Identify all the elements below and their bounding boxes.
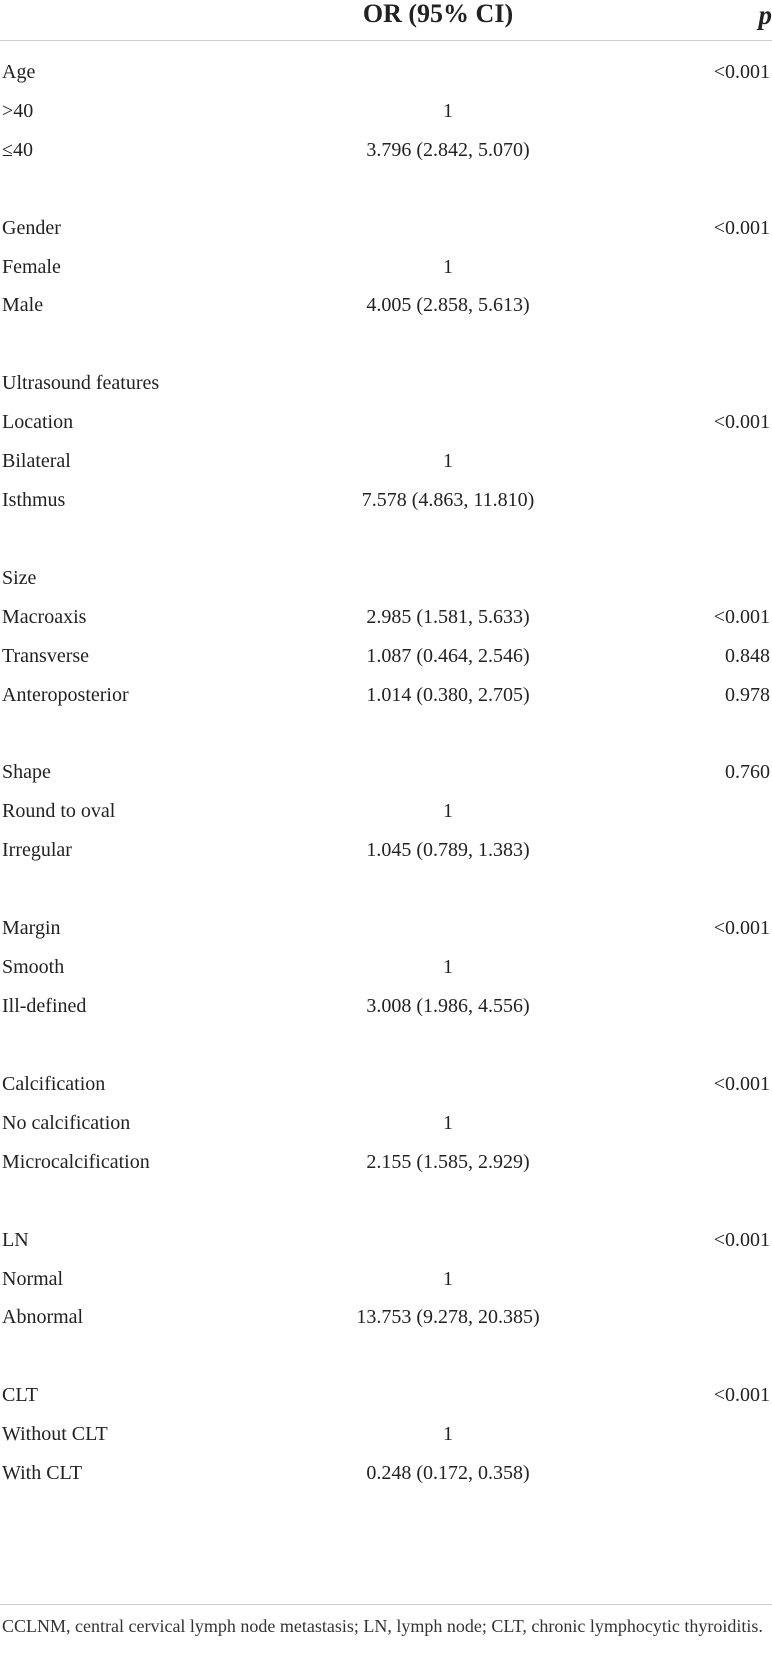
row-label: Normal xyxy=(2,1268,64,1290)
row-label: Male xyxy=(2,294,44,316)
table-row xyxy=(0,1150,772,1174)
row-or: 2.155 (1.585, 2.929) xyxy=(366,1151,530,1173)
row-label: With CLT xyxy=(2,1462,83,1484)
row-p: 0.978 xyxy=(725,684,770,706)
row-or: 4.005 (2.858, 5.613) xyxy=(366,294,530,316)
table-row xyxy=(0,760,772,784)
row-p: <0.001 xyxy=(713,1384,770,1406)
row-label: ≤40 xyxy=(2,139,33,161)
table-row xyxy=(0,99,772,123)
table-footnote: CCLNM, central cervical lymph node metastasis; LN, lymph node; CLT, chronic lymphocytic thyroiditis. xyxy=(2,1616,763,1636)
header-p-value: p xyxy=(758,0,772,30)
row-or: 1 xyxy=(443,800,453,822)
table-row xyxy=(0,1383,772,1407)
row-label: Irregular xyxy=(2,839,72,861)
table-row xyxy=(0,1267,772,1291)
table-row xyxy=(0,566,772,590)
row-or: 3.008 (1.986, 4.556) xyxy=(366,995,530,1017)
table-row xyxy=(0,1111,772,1135)
row-or: 1 xyxy=(443,450,453,472)
row-or: 2.985 (1.581, 5.633) xyxy=(366,606,530,628)
row-or: 1 xyxy=(443,1268,453,1290)
table-row xyxy=(0,799,772,823)
row-label: Bilateral xyxy=(2,450,71,472)
table-bottom-rule xyxy=(0,1604,772,1605)
row-p: 0.848 xyxy=(725,645,770,667)
row-p: <0.001 xyxy=(713,917,770,939)
row-or: 13.753 (9.278, 20.385) xyxy=(356,1306,540,1328)
table-row xyxy=(0,293,772,317)
table-row xyxy=(0,1461,772,1485)
row-label: Shape xyxy=(2,761,51,783)
table-header xyxy=(0,0,772,41)
table-row xyxy=(0,838,772,862)
row-label: Calcification xyxy=(2,1073,106,1095)
row-p: <0.001 xyxy=(713,217,770,239)
row-or: 7.578 (4.863, 11.810) xyxy=(361,489,535,511)
row-label: Size xyxy=(2,567,37,589)
table-row xyxy=(0,216,772,240)
table-row xyxy=(0,138,772,162)
row-or: 1 xyxy=(443,956,453,978)
row-label: LN xyxy=(2,1229,29,1251)
table-row xyxy=(0,488,772,512)
table-row xyxy=(0,449,772,473)
table-row xyxy=(0,683,772,707)
table-row xyxy=(0,916,772,940)
row-label: Location xyxy=(2,411,74,433)
row-label: Isthmus xyxy=(2,489,66,511)
row-label: >40 xyxy=(2,100,34,122)
row-label: Gender xyxy=(2,217,61,239)
row-or: 1.014 (0.380, 2.705) xyxy=(366,684,530,706)
row-or: 1 xyxy=(443,100,453,122)
row-p: <0.001 xyxy=(713,411,770,433)
row-label: Microcalcification xyxy=(2,1151,150,1173)
row-or: 0.248 (0.172, 0.358) xyxy=(366,1462,530,1484)
row-label: Ultrasound features xyxy=(2,372,160,394)
table-row xyxy=(0,255,772,279)
row-or: 1 xyxy=(443,1112,453,1134)
row-label: Anteroposterior xyxy=(2,684,129,706)
row-p: <0.001 xyxy=(713,1073,770,1095)
row-or: 1 xyxy=(443,1423,453,1445)
row-label: Without CLT xyxy=(2,1423,108,1445)
row-label: Abnormal xyxy=(2,1306,84,1328)
row-label: Smooth xyxy=(2,956,65,978)
table-row xyxy=(0,371,772,395)
row-label: Round to oval xyxy=(2,800,116,822)
row-label: CLT xyxy=(2,1384,38,1406)
table-row xyxy=(0,1072,772,1096)
row-p: 0.760 xyxy=(725,761,770,783)
row-label: No calcification xyxy=(2,1112,131,1134)
table-row xyxy=(0,1305,772,1329)
row-label: Age xyxy=(2,61,36,83)
row-or: 1.087 (0.464, 2.546) xyxy=(366,645,530,667)
header-or-ci: OR (95% CI) xyxy=(362,0,514,28)
table-row xyxy=(0,1228,772,1252)
row-or: 3.796 (2.842, 5.070) xyxy=(366,139,530,161)
table-row xyxy=(0,1422,772,1446)
row-or: 1.045 (0.789, 1.383) xyxy=(366,839,530,861)
row-label: Female xyxy=(2,256,61,278)
table-row xyxy=(0,410,772,434)
row-label: Transverse xyxy=(2,645,90,667)
row-label: Margin xyxy=(2,917,61,939)
table-row xyxy=(0,955,772,979)
row-p: <0.001 xyxy=(713,61,770,83)
row-or: 1 xyxy=(443,256,453,278)
row-label: Macroaxis xyxy=(2,606,87,628)
row-label: Ill-defined xyxy=(2,995,87,1017)
row-p: <0.001 xyxy=(713,606,770,628)
table-row xyxy=(0,605,772,629)
row-p: <0.001 xyxy=(713,1229,770,1251)
table-row xyxy=(0,60,772,84)
table-row xyxy=(0,994,772,1018)
table-row xyxy=(0,644,772,668)
